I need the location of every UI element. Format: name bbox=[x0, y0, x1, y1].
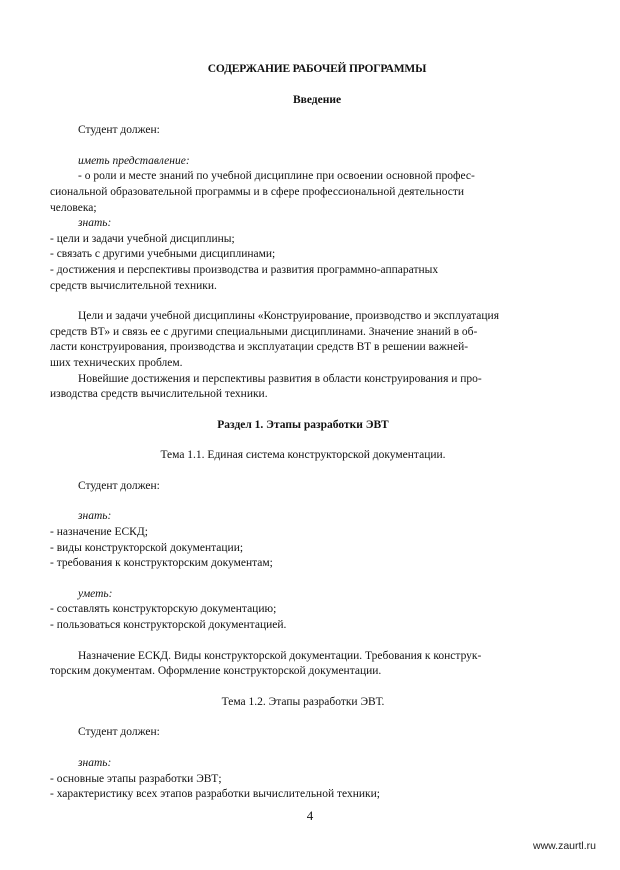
topic12-know-label: знать: bbox=[78, 757, 112, 769]
topic11-paragraph-line: Назначение ЕСКД. Виды конструкторской документации. Требования к конструк- bbox=[78, 649, 482, 662]
topic11-know-label: знать: bbox=[78, 510, 112, 523]
intro-student-must: Студент должен: bbox=[78, 124, 160, 137]
topic11-can-item: - составлять конструкторскую документацию; bbox=[50, 603, 277, 616]
intro-have-idea-label: иметь представление: bbox=[78, 154, 190, 167]
intro-have-idea-line: человека; bbox=[50, 201, 97, 214]
topic11-paragraph-line: торским документам. Оформление конструкторской документации. bbox=[50, 665, 382, 678]
topic-heading: Тема 1.2. Этапы разработки ЭВТ. bbox=[221, 695, 385, 708]
intro-paragraph-line: изводства средств вычислительной техники. bbox=[50, 388, 268, 401]
topic11-can-label: уметь: bbox=[78, 587, 113, 600]
intro-have-idea-line: - о роли и месте знаний по учебной дисциплине при освоении основной профес- bbox=[78, 170, 475, 183]
intro-know-item: - связать с другими учебными дисциплинами; bbox=[50, 248, 276, 261]
intro-paragraph-line: средств ВТ» и связь ее с другими специальными дисциплинами. Значение знаний в об- bbox=[50, 325, 478, 338]
intro-paragraph-line: Цели и задачи учебной дисциплины «Конструирование, производство и эксплуатация bbox=[78, 310, 499, 323]
intro-paragraph-line: ласти конструирования, производства и эксплуатации средств ВТ в решении важней- bbox=[50, 341, 469, 354]
page-number: 4 bbox=[306, 808, 314, 823]
intro-know-item: - достижения и перспективы производства и развития программно-аппаратных bbox=[50, 263, 439, 276]
intro-know-item: средств вычислительной техники. bbox=[50, 279, 217, 292]
topic12-know-item: - характеристику всех этапов разработки вычислительной техники; bbox=[50, 788, 380, 801]
section-heading: Раздел 1. Этапы разработки ЭВТ bbox=[217, 418, 389, 431]
page-content bbox=[50, 62, 556, 803]
intro-paragraph-line: ших технических проблем. bbox=[50, 356, 183, 369]
intro-paragraph-line: Новейшие достижения и перспективы развития в области конструирования и про- bbox=[78, 372, 482, 385]
topic11-can-item: - пользоваться конструкторской документацией. bbox=[50, 619, 287, 632]
topic11-know-item: - требования к конструкторским документам; bbox=[50, 557, 273, 570]
site-watermark: www.zaurtl.ru bbox=[532, 840, 596, 852]
topic12-student-must: Студент должен: bbox=[78, 726, 160, 739]
topic11-student-must: Студент должен: bbox=[78, 479, 160, 492]
topic12-know-item: - основные этапы разработки ЭВТ; bbox=[50, 772, 222, 785]
topic-heading: Тема 1.1. Единая система конструкторской документации. bbox=[160, 449, 446, 462]
intro-heading: Введение bbox=[292, 93, 342, 106]
page-title: СОДЕРЖАНИЕ РАБОЧЕЙ ПРОГРАММЫ bbox=[207, 63, 427, 75]
topic11-know-item: - виды конструкторской документации; bbox=[50, 541, 244, 554]
intro-know-item: - цели и задачи учебной дисциплины; bbox=[50, 232, 235, 245]
topic11-know-item: - назначение ЕСКД; bbox=[50, 526, 148, 539]
intro-have-idea-line: сиональной образовательной программы и в сфере профессиональной деятельности bbox=[50, 185, 465, 198]
intro-know-label: знать: bbox=[78, 217, 112, 230]
